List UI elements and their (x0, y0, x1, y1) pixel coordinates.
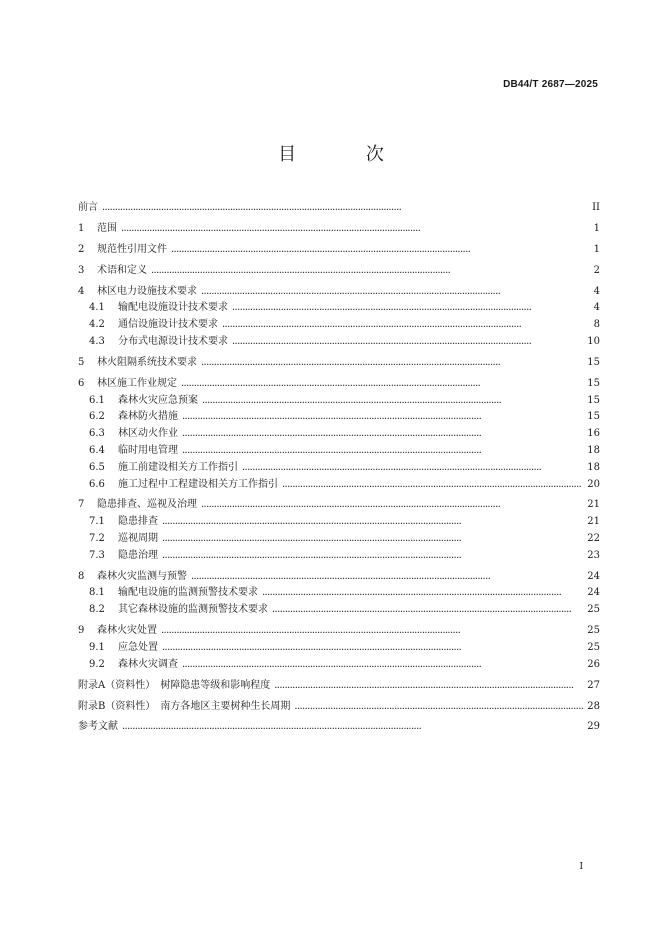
toc-entry-page: 20 (587, 478, 600, 490)
dot-leader (162, 640, 583, 657)
toc-entry-number: 8.1 (89, 587, 105, 599)
dot-leader (102, 200, 586, 217)
toc-entry-label: 隐患排查、巡视及治理 (97, 499, 197, 511)
toc-entry[interactable] (78, 514, 600, 531)
toc-entry-label: 分布式电源设计技术要求 (118, 335, 228, 347)
toc-entry-number: 3 (78, 264, 85, 276)
toc-entry[interactable] (78, 460, 600, 477)
toc-entry-page: 15 (587, 394, 600, 406)
toc-entry[interactable] (78, 242, 600, 259)
toc-entry-page: 24 (587, 587, 600, 599)
dot-leader (122, 719, 583, 736)
toc-entry-label: 隐患排查 (118, 516, 158, 528)
toc-entry-page: 29 (587, 721, 600, 733)
toc-entry-number: 4.1 (89, 302, 105, 314)
toc-entry-page: 16 (587, 428, 600, 440)
toc-entry-page: 4 (593, 302, 600, 314)
dot-leader (162, 514, 583, 531)
dot-leader (201, 355, 583, 372)
page-title: 目 次 (278, 144, 416, 165)
toc-entry-page: 18 (587, 444, 600, 456)
toc-entry-number: 7 (78, 499, 85, 511)
document-number: DB44/T 2687—2025 (503, 79, 598, 90)
toc-entry-number: 9 (78, 625, 85, 637)
toc-entry-page: 24 (587, 570, 600, 582)
toc-entry-page: 25 (587, 625, 600, 637)
toc-entry-page: 15 (587, 356, 600, 368)
toc-entry-label: 森林火灾处置 (97, 625, 157, 637)
toc-entry-page: 21 (587, 499, 600, 511)
toc-entry-label: 临时用电管理 (118, 444, 178, 456)
toc-entry-number: 6.2 (89, 411, 105, 423)
dot-leader (201, 497, 583, 514)
toc-entry[interactable] (78, 376, 600, 393)
toc-entry[interactable] (78, 443, 600, 460)
dot-leader (171, 242, 586, 259)
toc-entry-number: 6.6 (89, 478, 105, 490)
toc-entry-page: II (592, 202, 600, 213)
dot-leader (282, 477, 583, 494)
toc-entry-label: 规范性引用文件 (97, 243, 167, 255)
toc-entry-label: 森林火灾调查 (118, 658, 178, 670)
toc-entry-number: 9.2 (89, 658, 105, 670)
dot-leader (162, 531, 583, 548)
toc-entry[interactable] (78, 355, 600, 372)
dot-leader (222, 317, 586, 334)
toc-entry[interactable] (78, 334, 600, 351)
toc-entry-label: 应急处置 (118, 641, 158, 653)
toc-entry-label: 森林防火措施 (118, 411, 178, 423)
toc-entry-page: 4 (593, 285, 600, 297)
toc-entry-label: 施工过程中工程建设相关方工作指引 (118, 478, 278, 490)
dot-leader (242, 460, 583, 477)
toc-entry-label: 林区电力设施技术要求 (97, 285, 197, 297)
toc-entry-label: 施工前建设相关方工作指引 (118, 461, 238, 473)
toc-entry-page: 2 (593, 264, 600, 276)
toc-entry-page: 26 (587, 658, 600, 670)
dot-leader (232, 300, 586, 317)
page-number: I (579, 862, 583, 872)
toc-entry-number: 5 (78, 356, 85, 368)
toc-entry-page: 8 (593, 319, 600, 331)
dot-leader (191, 569, 583, 586)
toc-entry-page: 28 (587, 700, 600, 712)
toc-entry-page: 18 (587, 461, 600, 473)
dot-leader (181, 376, 583, 393)
toc-entry-number: 8.2 (89, 604, 105, 616)
dot-leader (201, 284, 586, 301)
toc-entry[interactable] (78, 221, 600, 238)
toc-entry-number: 4.2 (89, 319, 105, 331)
toc-entry-number: 2 (78, 243, 85, 255)
toc-entry-number: 6.1 (89, 394, 105, 406)
toc-entry-number: 7.1 (89, 516, 105, 528)
toc-entry-label: 输配电设施的监测预警技术要求 (118, 587, 258, 599)
toc-entry[interactable] (78, 531, 600, 548)
toc-entry-page: 27 (587, 679, 600, 691)
toc-entry[interactable] (78, 284, 600, 301)
toc-entry-number: 6.5 (89, 461, 105, 473)
toc-entry-number: 8 (78, 570, 85, 582)
toc-entry[interactable] (78, 640, 600, 657)
dot-leader (262, 585, 583, 602)
toc-entry-page: 10 (587, 335, 600, 347)
toc-entry-page: 23 (587, 549, 600, 561)
toc-entry-label: 林火阻隔系统技术要求 (97, 356, 197, 368)
dot-leader (274, 678, 583, 695)
dot-leader (121, 221, 586, 238)
toc-entry-label: 森林火灾监测与预警 (97, 570, 187, 582)
toc-entry-page: 21 (587, 516, 600, 528)
toc-entry-label: 附录A（资料性） 树障隐患等级和影响程度 (78, 679, 271, 691)
toc-entry[interactable] (78, 409, 600, 426)
toc-entry-label: 输配电设施设计技术要求 (118, 302, 228, 314)
toc-entry-number: 7.3 (89, 549, 105, 561)
toc-entry[interactable] (78, 393, 600, 410)
toc-entry[interactable] (78, 263, 600, 280)
toc-entry[interactable] (78, 719, 600, 736)
toc-entry[interactable] (78, 657, 600, 674)
toc-entry-label: 其它森林设施的监测预警技术要求 (118, 604, 268, 616)
toc-entry[interactable] (78, 200, 600, 217)
toc-entry[interactable] (78, 548, 600, 565)
toc-entry-number: 9.1 (89, 641, 105, 653)
toc-entry-page: 25 (587, 604, 600, 616)
toc-entry-number: 6 (78, 377, 85, 389)
toc-entry-page: 1 (593, 222, 600, 234)
dot-leader (162, 548, 583, 565)
toc-entry-number: 6.4 (89, 444, 105, 456)
toc-entry-label: 参考文献 (78, 721, 118, 733)
toc-entry-number: 6.3 (89, 428, 105, 440)
toc-entry-label: 林区动火作业 (118, 428, 178, 440)
toc-entry-label: 隐患治理 (118, 549, 158, 561)
toc-entry[interactable] (78, 623, 600, 640)
toc-entry[interactable] (78, 602, 600, 619)
dot-leader (182, 657, 583, 674)
toc-entry[interactable] (78, 585, 600, 602)
toc-entry[interactable] (78, 699, 600, 716)
toc-entry-label: 范围 (97, 222, 117, 234)
dot-leader (182, 426, 583, 443)
dot-leader (182, 409, 583, 426)
toc-entry[interactable] (78, 477, 600, 494)
dot-leader (151, 263, 586, 280)
toc-entry[interactable] (78, 497, 600, 514)
toc-entry[interactable] (78, 300, 600, 317)
toc-entry-page: 15 (587, 411, 600, 423)
toc-entry-label: 术语和定义 (97, 264, 147, 276)
toc-entry-number: 4.3 (89, 335, 105, 347)
dot-leader (294, 699, 583, 716)
toc-entry-page: 15 (587, 377, 600, 389)
dot-leader (202, 393, 583, 410)
toc-entry-page: 1 (593, 243, 600, 255)
toc-entry[interactable] (78, 426, 600, 443)
toc-entry-label: 巡视周期 (118, 533, 158, 544)
toc-entry-label: 林区施工作业规定 (97, 377, 177, 389)
toc-entry-label: 森林火灾应急预案 (118, 394, 198, 406)
dot-leader (272, 602, 583, 619)
toc-entry-label: 附录B（资料性） 南方各地区主要树种生长周期 (78, 700, 291, 712)
toc-entry-label: 前言 (78, 202, 98, 213)
toc-entry-number: 4 (78, 285, 85, 297)
toc-entry[interactable] (78, 678, 600, 695)
table-of-contents (78, 200, 600, 736)
toc-entry-page: 25 (587, 641, 600, 653)
dot-leader (161, 623, 583, 640)
toc-entry-number: 7.2 (89, 533, 105, 544)
dot-leader (182, 443, 583, 460)
toc-entry-number: 1 (78, 222, 85, 234)
toc-entry[interactable] (78, 317, 600, 334)
toc-entry-page: 22 (587, 533, 600, 544)
dot-leader (232, 334, 583, 351)
toc-entry[interactable] (78, 569, 600, 586)
toc-entry-label: 通信设施设计技术要求 (118, 319, 218, 331)
